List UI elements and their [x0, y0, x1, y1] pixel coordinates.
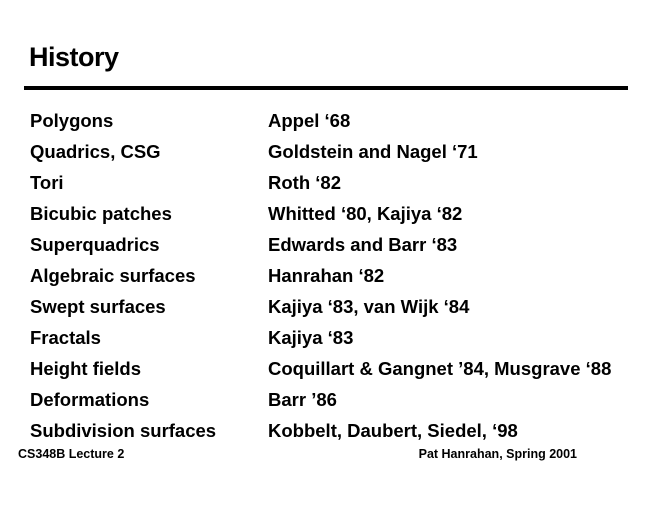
reference-cell: Barr ’86: [268, 388, 337, 410]
topic-cell: Fractals: [30, 326, 101, 348]
table-row: [30, 291, 640, 322]
reference-cell: Roth ‘82: [268, 171, 341, 193]
table-row: [30, 384, 640, 415]
reference-cell: Kobbelt, Daubert, Siedel, ‘98: [268, 419, 518, 441]
table-row: [30, 229, 640, 260]
topic-cell: Deformations: [30, 388, 150, 410]
table-row: [30, 136, 640, 167]
table-row: [30, 260, 640, 291]
title-underline-rule: [24, 86, 628, 90]
reference-cell: Whitted ‘80, Kajiya ‘82: [268, 202, 463, 224]
topic-cell: Quadrics, CSG: [30, 140, 161, 162]
topic-cell: Tori: [30, 171, 64, 193]
table-row: [30, 353, 640, 384]
reference-cell: Hanrahan ‘82: [268, 264, 385, 286]
topic-cell: Polygons: [30, 109, 114, 131]
table-row: [30, 105, 640, 136]
footer-author-label: Pat Hanrahan, Spring 2001: [418, 447, 577, 461]
reference-cell: Appel ‘68: [268, 109, 351, 131]
history-table: [30, 105, 640, 446]
slide-title: History: [29, 42, 119, 72]
reference-cell: Coquillart & Gangnet ’84, Musgrave ‘88: [268, 357, 612, 379]
table-row: [30, 415, 640, 446]
reference-cell: Goldstein and Nagel ‘71: [268, 140, 478, 162]
topic-cell: Swept surfaces: [30, 295, 166, 317]
topic-cell: Superquadrics: [30, 233, 160, 255]
reference-cell: Edwards and Barr ‘83: [268, 233, 458, 255]
footer-lecture-label: CS348B Lecture 2: [18, 447, 125, 461]
table-row: [30, 167, 640, 198]
topic-cell: Bicubic patches: [30, 202, 172, 224]
reference-cell: Kajiya ‘83: [268, 326, 354, 348]
reference-cell: Kajiya ‘83, van Wijk ‘84: [268, 295, 470, 317]
topic-cell: Height fields: [30, 357, 142, 379]
table-row: [30, 322, 640, 353]
table-row: [30, 198, 640, 229]
topic-cell: Algebraic surfaces: [30, 264, 196, 286]
topic-cell: Subdivision surfaces: [30, 419, 217, 441]
